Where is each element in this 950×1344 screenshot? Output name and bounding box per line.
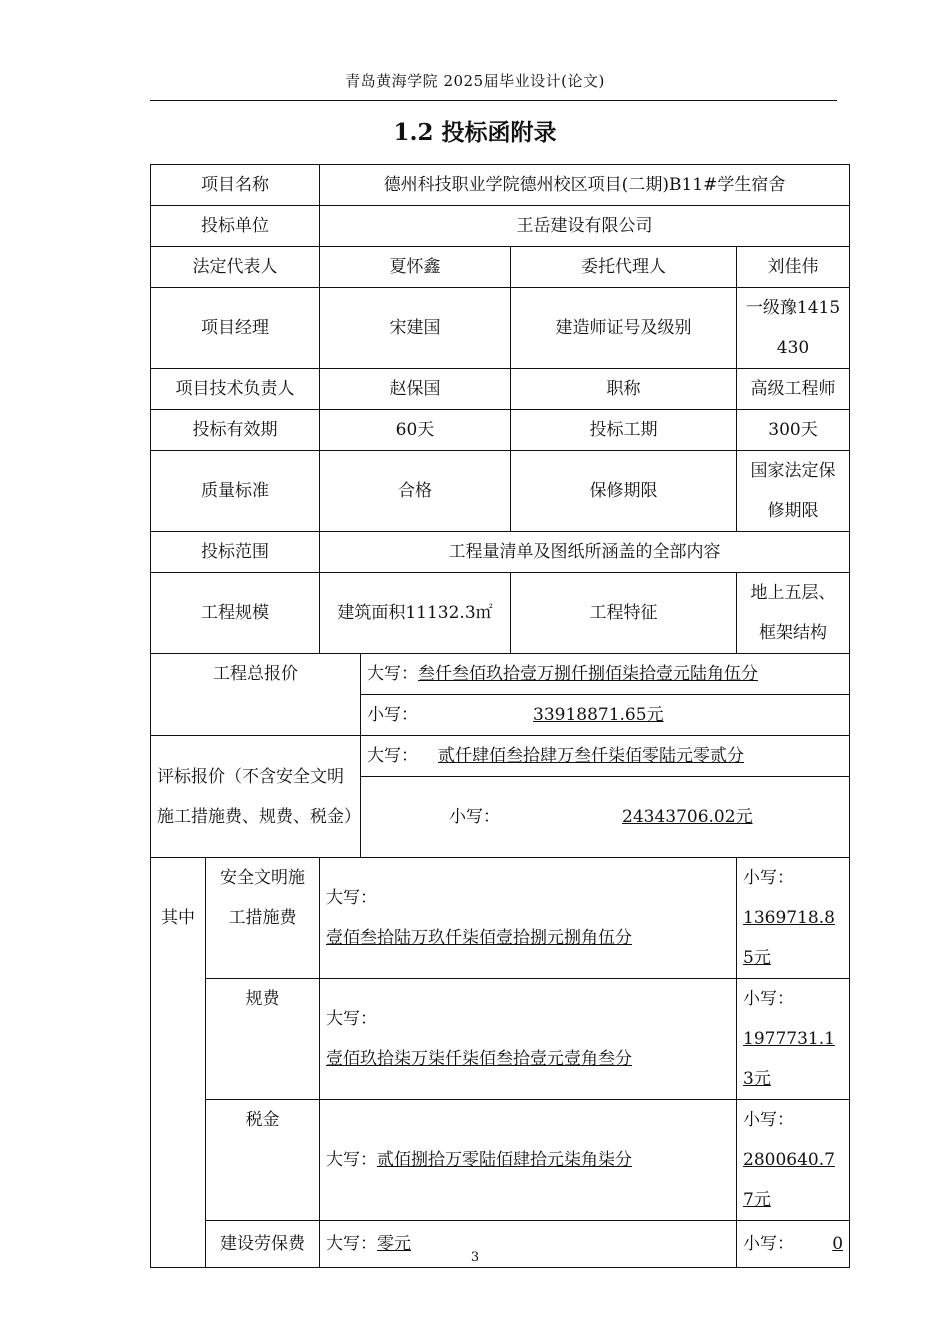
fees-upper-prefix: 大写： (326, 1009, 377, 1029)
total-upper-cell (361, 654, 850, 695)
safety-upper-cell (320, 858, 737, 979)
table-row (151, 247, 850, 288)
eval-upper-prefix: 大写： (367, 746, 418, 766)
eval-lower-value: 24343706.02元 (622, 807, 753, 827)
validity-value: 60天 (320, 410, 511, 451)
table-row (151, 410, 850, 451)
duration-label: 投标工期 (511, 410, 737, 451)
fees-lower-value: 1977731.13元 (743, 1029, 835, 1089)
bidder-label: 投标单位 (151, 206, 320, 247)
bid-appendix-table (150, 164, 850, 1268)
safety-upper-prefix: 大写： (326, 888, 377, 908)
table-row (151, 573, 850, 654)
pm-label: 项目经理 (151, 288, 320, 369)
tech-lead-value: 赵保国 (320, 369, 511, 410)
pm-value: 宋建国 (320, 288, 511, 369)
tech-lead-label: 项目技术负责人 (151, 369, 320, 410)
total-lower-value: 33918871.65元 (533, 705, 664, 725)
safety-upper-value: 壹佰叁拾陆万玖仟柒佰壹拾捌元捌角伍分 (326, 928, 632, 948)
eval-upper-cell (361, 736, 850, 777)
table-row (151, 1100, 850, 1221)
feature-value: 地上五层、框架结构 (737, 573, 850, 654)
title-value: 高级工程师 (737, 369, 850, 410)
fees-label: 规费 (206, 979, 320, 1100)
tax-label: 税金 (206, 1100, 320, 1221)
table-row (151, 369, 850, 410)
fees-upper-cell (320, 979, 737, 1100)
legal-rep-label: 法定代表人 (151, 247, 320, 288)
page-number: 3 (470, 1250, 480, 1265)
fees-lower-cell (737, 979, 850, 1100)
eval-lower-cell (361, 777, 850, 858)
project-name-label: 项目名称 (151, 165, 320, 206)
tax-lower-prefix: 小写： (743, 1110, 794, 1130)
total-price-label: 工程总报价 (151, 654, 361, 736)
labor-lower-prefix: 小写： (743, 1234, 794, 1254)
title-label: 职称 (511, 369, 737, 410)
tax-upper-prefix: 大写： (326, 1150, 377, 1170)
tax-lower-cell (737, 1100, 850, 1221)
table-row (151, 736, 850, 777)
header-rule (150, 100, 837, 101)
scope-value: 工程量清单及图纸所涵盖的全部内容 (320, 532, 850, 573)
tax-upper-cell (320, 1100, 737, 1221)
tax-upper-value: 贰佰捌拾万零陆佰肆拾元柒角柒分 (377, 1150, 632, 1170)
validity-label: 投标有效期 (151, 410, 320, 451)
safety-lower-prefix: 小写： (743, 868, 794, 888)
safety-label: 安全文明施工措施费 (206, 858, 320, 979)
labor-label: 建设劳保费 (206, 1221, 320, 1268)
eval-lower-prefix: 小写： (449, 807, 500, 827)
quality-label: 质量标准 (151, 451, 320, 532)
eval-upper-value: 贰仟肆佰叁拾肆万叁仟柒佰零陆元零贰分 (438, 746, 744, 766)
scope-label: 投标范围 (151, 532, 320, 573)
labor-lower-value: 0 (832, 1234, 844, 1254)
fees-upper-value: 壹佰玖拾柒万柒仟柒佰叁拾壹元壹角叁分 (326, 1049, 632, 1069)
table-row (151, 532, 850, 573)
table-row (151, 206, 850, 247)
agent-label: 委托代理人 (511, 247, 737, 288)
table-row (151, 858, 850, 979)
among-label: 其中 (151, 858, 206, 1268)
warranty-label: 保修期限 (511, 451, 737, 532)
bidder-value: 王岳建设有限公司 (320, 206, 850, 247)
labor-upper-value: 零元 (377, 1234, 411, 1254)
legal-rep-value: 夏怀鑫 (320, 247, 511, 288)
table-row (151, 979, 850, 1100)
eval-price-label: 评标报价（不含安全文明施工措施费、规费、税金） (151, 736, 361, 858)
project-name-value: 德州科技职业学院德州校区项目(二期)B11#学生宿舍 (320, 165, 850, 206)
scale-label: 工程规模 (151, 573, 320, 654)
total-lower-prefix: 小写： (367, 705, 418, 725)
table-row (151, 654, 850, 695)
safety-lower-value: 1369718.85元 (743, 908, 835, 968)
section-title: 1.2 投标函附录 (393, 119, 557, 146)
fees-lower-prefix: 小写： (743, 989, 794, 1009)
total-upper-value: 叁仟叁佰玖拾壹万捌仟捌佰柒拾壹元陆角伍分 (418, 664, 758, 684)
table-row (151, 451, 850, 532)
safety-lower-cell (737, 858, 850, 979)
labor-upper-prefix: 大写： (326, 1234, 377, 1254)
tax-lower-value: 2800640.77元 (743, 1150, 835, 1210)
scale-value: 建筑面积11132.3㎡ (320, 573, 511, 654)
total-upper-prefix: 大写： (367, 664, 418, 684)
warranty-value: 国家法定保修期限 (737, 451, 850, 532)
cert-label: 建造师证号及级别 (511, 288, 737, 369)
feature-label: 工程特征 (511, 573, 737, 654)
agent-value: 刘佳伟 (737, 247, 850, 288)
duration-value: 300天 (737, 410, 850, 451)
table-row (151, 165, 850, 206)
table-row (151, 288, 850, 369)
total-lower-cell (361, 695, 850, 736)
cert-value: 一级豫1415430 (737, 288, 850, 369)
quality-value: 合格 (320, 451, 511, 532)
running-header: 青岛黄海学院 2025届毕业设计(论文) (345, 72, 605, 90)
